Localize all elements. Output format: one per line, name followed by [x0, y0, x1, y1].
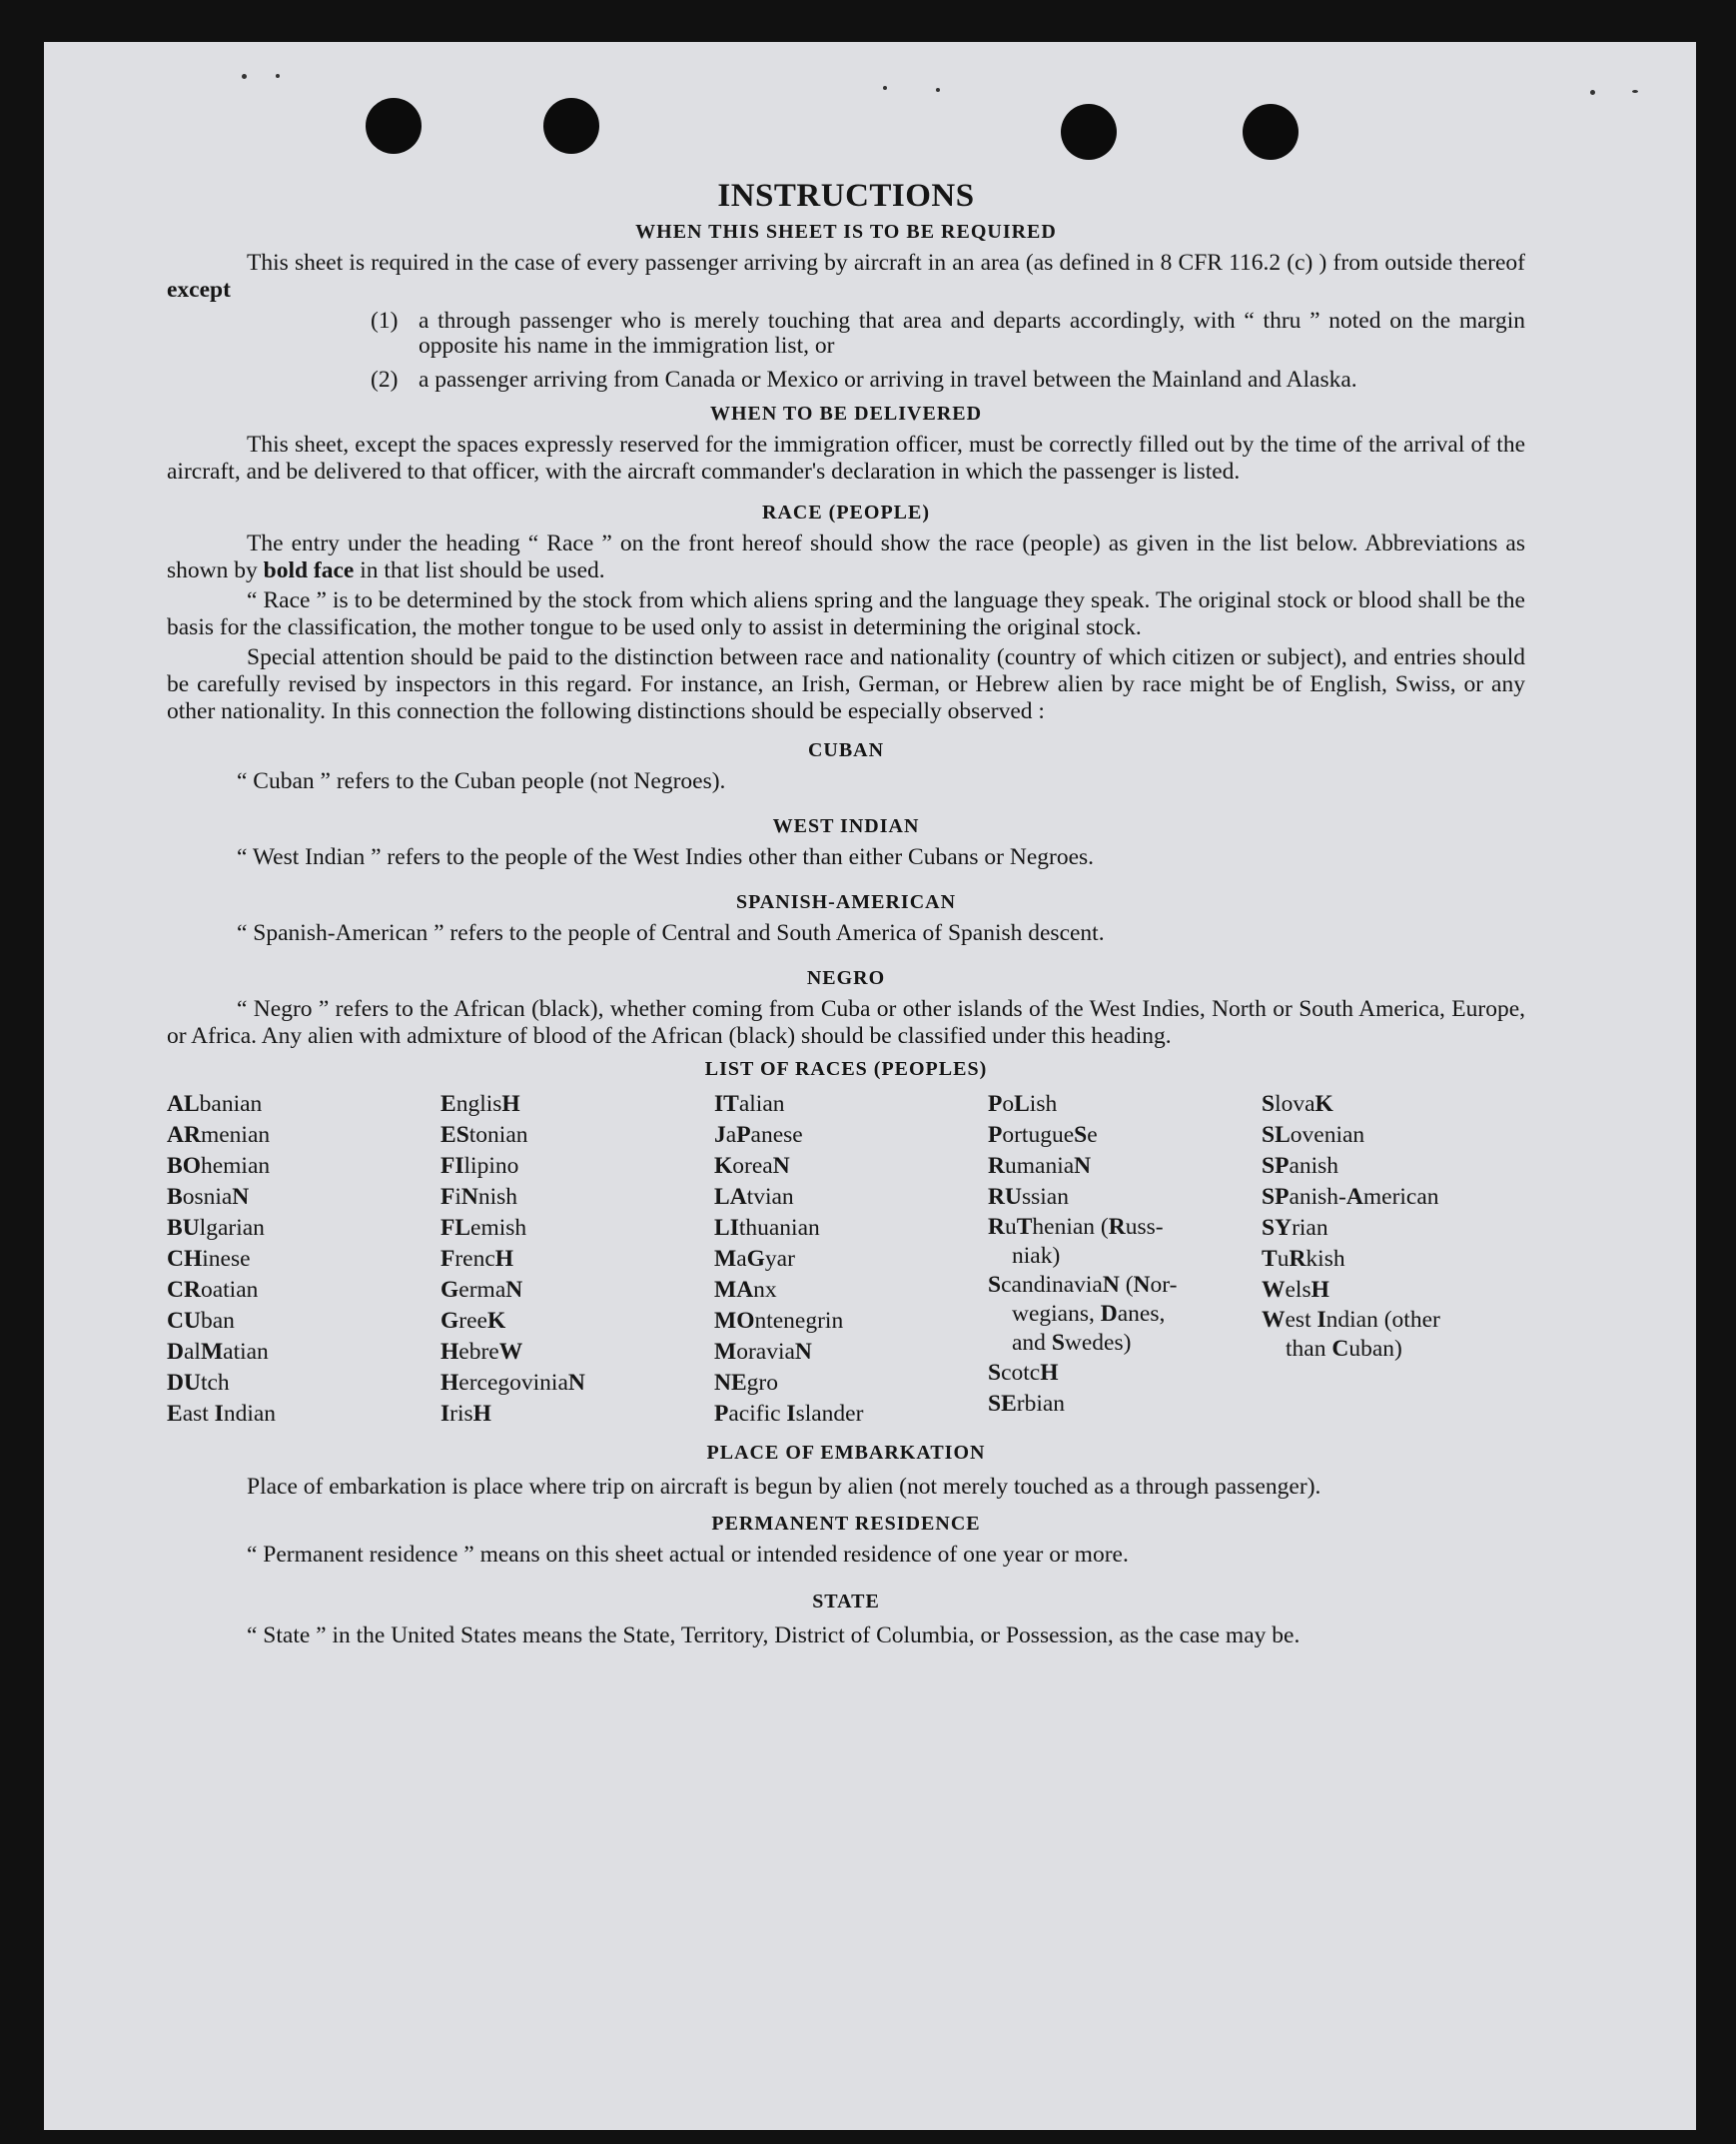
speck: [242, 74, 247, 79]
race-item: MAnx: [714, 1277, 777, 1303]
when-delivered-heading: WHEN TO BE DELIVERED: [709, 403, 983, 425]
race-item: TuRkish: [1262, 1246, 1345, 1272]
instructions-content: [167, 178, 1525, 1652]
when-delivered-text: This sheet, except the spaces expressly reserved for the immigration officer, must be correctly filled out by the time of the arrival of the aircraft, and be delivered to that officer, with the aircraft commander's declaration in which the passenger is listed.: [167, 432, 1525, 485]
race-item: EnglisH: [440, 1091, 520, 1117]
race-paragraph-2: “ Race ” is to be determined by the stock from which aliens spring and the language they speak. The original stock or blood shall be the basis for the classification, the mother tongue to be used only to assist in determining the original stock.: [167, 587, 1525, 640]
race-item: East Indian: [167, 1401, 277, 1427]
race-item: ALbanian: [167, 1091, 263, 1117]
race-item: SPanish: [1262, 1153, 1339, 1179]
race-item: MoraviaN: [714, 1339, 812, 1365]
race-item: ARmenian: [167, 1122, 271, 1148]
race-item-west-indian: West Indian (other than Cuban): [1262, 1307, 1440, 1362]
race-item: KoreaN: [714, 1153, 790, 1179]
punch-hole-4: [1243, 104, 1299, 160]
race-item: GermaN: [440, 1277, 523, 1303]
negro-heading: NEGRO: [806, 967, 886, 989]
spanish-american-heading: SPANISH-AMERICAN: [735, 891, 957, 913]
race-item: EStonian: [440, 1122, 528, 1148]
race-item: HercegoviniaN: [440, 1370, 585, 1396]
race-item: ITalian: [714, 1091, 785, 1117]
race-item: SYrian: [1262, 1215, 1328, 1241]
cuban-heading: CUBAN: [807, 739, 885, 761]
race-item: SErbian: [988, 1391, 1066, 1417]
list-of-races-heading: LIST OF RACES (PEOPLES): [704, 1058, 988, 1080]
when-required-intro: This sheet is required in the case of every passenger arriving by aircraft in an area (as defined in 8 CFR 116.2 (c) ) from outside thereof except: [167, 250, 1525, 303]
embarkation-heading: PLACE OF EMBARKATION: [706, 1442, 986, 1464]
race-item: FrencH: [440, 1246, 514, 1272]
race-item: MOntenegrin: [714, 1308, 844, 1334]
race-item: SlovaK: [1262, 1091, 1333, 1117]
race-item: PortugueSe: [988, 1122, 1098, 1148]
race-item: ScotcH: [988, 1360, 1059, 1386]
race-item: LAtvian: [714, 1184, 794, 1210]
races-column-4: [988, 1089, 1262, 1430]
race-item: GreeK: [440, 1308, 506, 1334]
race-item: CRoatian: [167, 1277, 259, 1303]
race-item: FiNnish: [440, 1184, 518, 1210]
punch-hole-1: [366, 98, 422, 154]
race-item: CHinese: [167, 1246, 251, 1272]
race-paragraph-1: The entry under the heading “ Race ” on the front hereof should show the race (people) as given in the list below. Abbreviations as shown by bold face in that list should be used.: [167, 531, 1525, 583]
punch-hole-3: [1061, 104, 1117, 160]
race-item: SPanish-American: [1262, 1184, 1439, 1210]
race-item: RumaniaN: [988, 1153, 1092, 1179]
when-required-item-2: (2) a passenger arriving from Canada or Mexico or arriving in travel between the Mainland and Alaska.: [371, 367, 1357, 393]
race-item: Pacific Islander: [714, 1401, 864, 1427]
race-item: SLovenian: [1262, 1122, 1365, 1148]
state-text: “ State ” in the United States means the State, Territory, District of Columbia, or Possession, as the case may be.: [247, 1622, 1301, 1648]
spanish-american-text: “ Spanish-American ” refers to the people of Central and South America of Spanish descent.: [237, 920, 1105, 946]
race-item: DUtch: [167, 1370, 230, 1396]
when-required-item-1: (1) a through passenger who is merely touching that area and departs accordingly, with “ thru ” noted on the margin opposite his name in the immigration list, or: [371, 308, 1525, 359]
west-indian-heading: WEST INDIAN: [772, 815, 920, 837]
race-item: BosniaN: [167, 1184, 250, 1210]
punch-hole-2: [543, 98, 599, 154]
race-item: BOhemian: [167, 1153, 271, 1179]
race-item: FLemish: [440, 1215, 527, 1241]
race-item: BUlgarian: [167, 1215, 265, 1241]
race-item: DalMatian: [167, 1339, 269, 1365]
embarkation-text: Place of embarkation is place where trip on aircraft is begun by alien (not merely touched as a through passenger).: [247, 1474, 1321, 1500]
races-list: [167, 1089, 1525, 1430]
races-column-1: [167, 1089, 440, 1430]
page-title: INSTRUCTIONS: [717, 178, 975, 214]
negro-text: “ Negro ” refers to the African (black), whether coming from Cuba or other islands of the West Indies, North or South America, Europe, or Africa. Any alien with admixture of blood of the African (black) should be classified under this heading.: [167, 996, 1525, 1049]
when-required-heading: WHEN THIS SHEET IS TO BE REQUIRED: [635, 221, 1057, 243]
west-indian-text: “ West Indian ” refers to the people of the West Indies other than either Cubans or Negroes.: [237, 844, 1095, 870]
race-item: PoLish: [988, 1091, 1058, 1117]
races-column-3: [714, 1089, 988, 1430]
cuban-text: “ Cuban ” refers to the Cuban people (not Negroes).: [237, 768, 726, 794]
race-item-scandinavian: ScandinaviaN (Nor- wegians, Danes, and Swedes): [988, 1272, 1178, 1356]
race-item: FIlipino: [440, 1153, 519, 1179]
race-item: CUban: [167, 1308, 235, 1334]
race-item-ruthenian: RuThenian (Russ- niak): [988, 1214, 1164, 1269]
race-heading: RACE (PEOPLE): [762, 502, 930, 524]
race-item: HebreW: [440, 1339, 523, 1365]
races-column-5: [1262, 1089, 1491, 1430]
speck: [1632, 90, 1638, 93]
race-item: WelsH: [1262, 1277, 1329, 1303]
residence-heading: PERMANENT RESIDENCE: [711, 1513, 981, 1535]
race-paragraph-3: Special attention should be paid to the distinction between race and nationality (country of which citizen or subject), and entries should be carefully revised by inspectors in this regard. For instance, an Irish, German, or Hebrew alien by race might be of English, Swiss, or any other nationality. In this connection the following distinctions should be especially observed :: [167, 644, 1525, 724]
state-heading: STATE: [812, 1591, 880, 1612]
race-item: MaGyar: [714, 1246, 795, 1272]
races-column-2: [440, 1089, 714, 1430]
race-item: IrisH: [440, 1401, 491, 1427]
speck: [1590, 90, 1595, 95]
residence-text: “ Permanent residence ” means on this sheet actual or intended residence of one year or more.: [247, 1542, 1129, 1568]
race-item: NEgro: [714, 1370, 778, 1396]
speck: [276, 74, 280, 78]
speck: [883, 86, 887, 90]
race-item: JaPanese: [714, 1122, 803, 1148]
race-item: LIthuanian: [714, 1215, 820, 1241]
speck: [936, 88, 940, 92]
race-item: RUssian: [988, 1184, 1069, 1210]
